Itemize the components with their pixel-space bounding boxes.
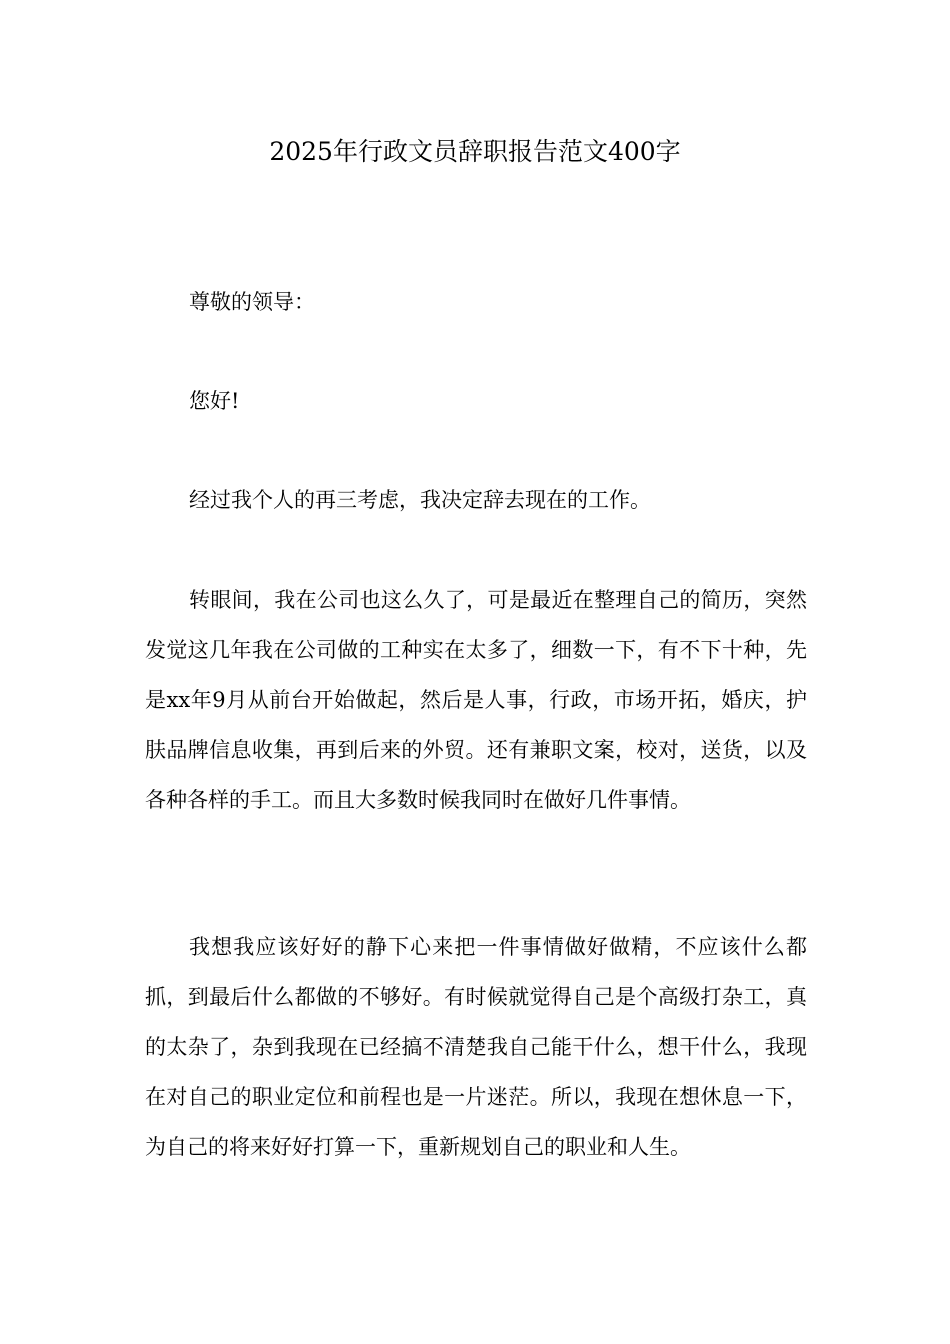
salutation: 尊敬的领导： bbox=[189, 290, 315, 314]
paragraph-decision: 经过我个人的再三考虑，我决定辞去现在的工作。 bbox=[189, 488, 651, 512]
paragraph-reflection: 我想我应该好好的静下心来把一件事情做好做精，不应该什么都抓，到最后什么都做的不够好。有时候就觉得自己是个高级打杂工，真的太杂了，杂到我现在已经搞不清楚我自己能干什么，想干什么，我现在对自己的职业定位和前程也是一片迷茫。所以，我现在想休息一下，为自己的将来好好打算一下，重新规划自己的职业和人生。 bbox=[145, 935, 807, 1159]
paragraph-work-history: 转眼间，我在公司也这么久了，可是最近在整理自己的简历，突然发觉这几年我在公司做的工种实在太多了，细数一下，有不下十种，先是xx年9月从前台开始做起，然后是人事，行政，市场开拓，婚庆，护肤品牌信息收集，再到后来的外贸。还有兼职文案，校对，送货，以及各种各样的手工。而且大多数时候我同时在做好几件事情。 bbox=[145, 588, 807, 812]
document-title: 2025年行政文员辞职报告范文400字 bbox=[269, 137, 681, 166]
greeting: 您好! bbox=[189, 389, 240, 413]
